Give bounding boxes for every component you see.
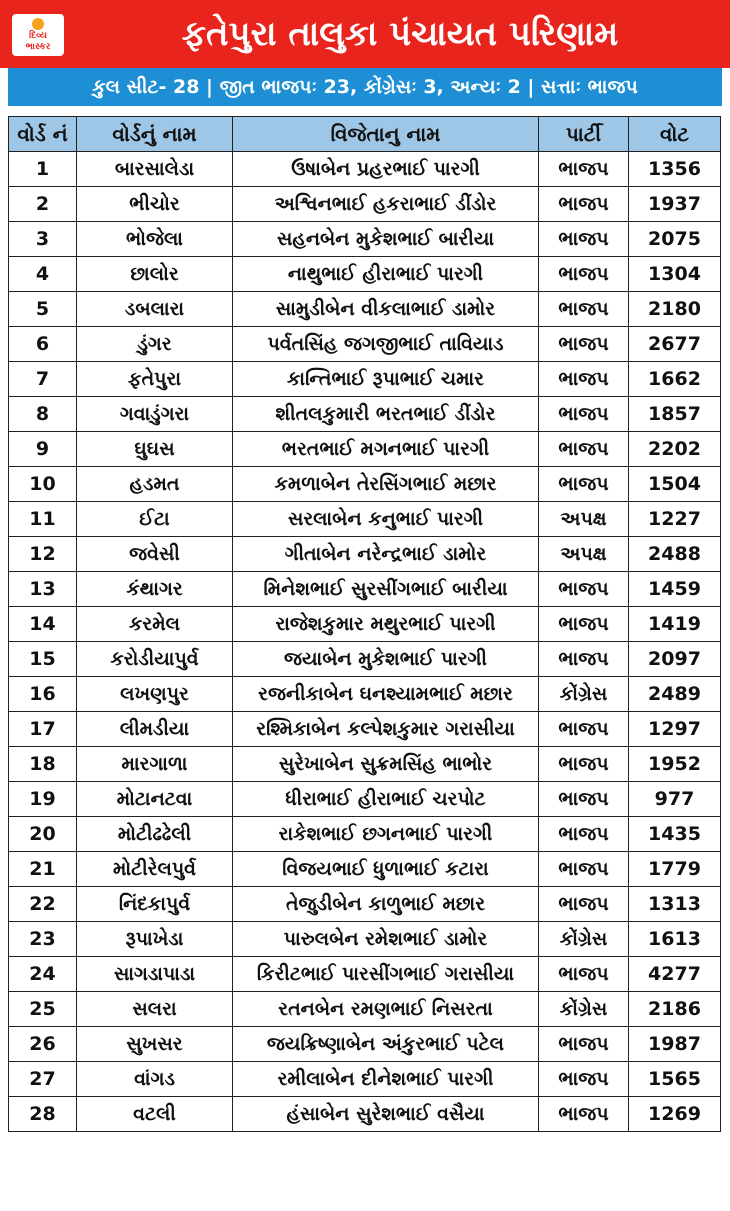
ward-number-cell: 11 bbox=[9, 502, 77, 537]
party-cell: ભાજપ bbox=[539, 817, 629, 852]
winner-name-cell: કમળાબેન તેરસિંગભાઈ મછાર bbox=[233, 467, 539, 502]
party-cell: ભાજપ bbox=[539, 467, 629, 502]
ward-number-cell: 7 bbox=[9, 362, 77, 397]
ward-name-cell: ભીચોર bbox=[77, 187, 233, 222]
ward-name-cell: મોટીઢઢેલી bbox=[77, 817, 233, 852]
winner-name-cell: રાજેશકુમાર મથુરભાઈ પારગી bbox=[233, 607, 539, 642]
party-cell: ભાજપ bbox=[539, 187, 629, 222]
col-votes: વોટ bbox=[629, 117, 721, 152]
party-cell: કોંગ્રેસ bbox=[539, 992, 629, 1027]
votes-cell: 1662 bbox=[629, 362, 721, 397]
table-row bbox=[9, 1027, 721, 1062]
party-cell: ભાજપ bbox=[539, 292, 629, 327]
party-cell: ભાજપ bbox=[539, 327, 629, 362]
winner-name-cell: સરલાબેન કનુભાઈ પારગી bbox=[233, 502, 539, 537]
ward-number-cell: 25 bbox=[9, 992, 77, 1027]
table-row bbox=[9, 957, 721, 992]
table-header-row bbox=[9, 117, 721, 152]
ward-number-cell: 21 bbox=[9, 852, 77, 887]
ward-number-cell: 10 bbox=[9, 467, 77, 502]
summary-bar: કુલ સીટ- 28 | જીત ભાજપઃ 23, કોંગ્રેસઃ 3, અન્યઃ 2 | સત્તાઃ ભાજપ bbox=[8, 68, 722, 106]
votes-cell: 4277 bbox=[629, 957, 721, 992]
votes-cell: 1313 bbox=[629, 887, 721, 922]
winner-name-cell: સહનબેન મુકેશભાઈ બારીયા bbox=[233, 222, 539, 257]
ward-number-cell: 20 bbox=[9, 817, 77, 852]
ward-name-cell: મોટાનટવા bbox=[77, 782, 233, 817]
ward-name-cell: ગવાડુંગરા bbox=[77, 397, 233, 432]
party-cell: કોંગ્રેસ bbox=[539, 922, 629, 957]
ward-number-cell: 12 bbox=[9, 537, 77, 572]
winner-name-cell: રમીલાબેન દીનેશભાઈ પારગી bbox=[233, 1062, 539, 1097]
table-row bbox=[9, 992, 721, 1027]
ward-number-cell: 14 bbox=[9, 607, 77, 642]
ward-number-cell: 1 bbox=[9, 152, 77, 187]
party-cell: ભાજપ bbox=[539, 432, 629, 467]
votes-cell: 1613 bbox=[629, 922, 721, 957]
votes-cell: 2097 bbox=[629, 642, 721, 677]
ward-name-cell: સલરા bbox=[77, 992, 233, 1027]
col-ward-name: વોર્ડનું નામ bbox=[77, 117, 233, 152]
votes-cell: 977 bbox=[629, 782, 721, 817]
winner-name-cell: કાન્તિભાઈ રૂપાભાઈ ચમાર bbox=[233, 362, 539, 397]
winner-name-cell: ઉષાબેન પ્રહરભાઈ પારગી bbox=[233, 152, 539, 187]
logo-text-line1: દિવ્ય bbox=[29, 31, 47, 41]
ward-number-cell: 16 bbox=[9, 677, 77, 712]
ward-number-cell: 5 bbox=[9, 292, 77, 327]
ward-number-cell: 15 bbox=[9, 642, 77, 677]
winner-name-cell: તેજુડીબેન કાળુભાઈ મછાર bbox=[233, 887, 539, 922]
votes-cell: 1269 bbox=[629, 1097, 721, 1132]
table-row bbox=[9, 817, 721, 852]
table-row bbox=[9, 152, 721, 187]
ward-name-cell: રૂપાખેડા bbox=[77, 922, 233, 957]
ward-number-cell: 27 bbox=[9, 1062, 77, 1097]
ward-name-cell: વટલી bbox=[77, 1097, 233, 1132]
ward-number-cell: 18 bbox=[9, 747, 77, 782]
ward-name-cell: ભોજેલા bbox=[77, 222, 233, 257]
votes-cell: 1857 bbox=[629, 397, 721, 432]
party-cell: ભાજપ bbox=[539, 747, 629, 782]
party-cell: ભાજપ bbox=[539, 362, 629, 397]
ward-number-cell: 17 bbox=[9, 712, 77, 747]
ward-name-cell: લીમડીયા bbox=[77, 712, 233, 747]
winner-name-cell: સામુડીબેન વીકલાભાઈ ડામોર bbox=[233, 292, 539, 327]
party-cell: ભાજપ bbox=[539, 642, 629, 677]
votes-cell: 2489 bbox=[629, 677, 721, 712]
table-row bbox=[9, 502, 721, 537]
winner-name-cell: પર્વતસિંહ જગજીભાઈ તાવિયાડ bbox=[233, 327, 539, 362]
ward-name-cell: છાલોર bbox=[77, 257, 233, 292]
votes-cell: 1565 bbox=[629, 1062, 721, 1097]
winner-name-cell: પારુલબેન રમેશભાઈ ડામોર bbox=[233, 922, 539, 957]
votes-cell: 1297 bbox=[629, 712, 721, 747]
ward-name-cell: નિંદકાપુર્વ bbox=[77, 887, 233, 922]
ward-name-cell: ઘુઘસ bbox=[77, 432, 233, 467]
winner-name-cell: મિનેશભાઈ સુરસીંગભાઈ બારીયા bbox=[233, 572, 539, 607]
party-cell: ભાજપ bbox=[539, 1027, 629, 1062]
votes-cell: 1504 bbox=[629, 467, 721, 502]
ward-name-cell: મારગાળા bbox=[77, 747, 233, 782]
party-cell: ભાજપ bbox=[539, 572, 629, 607]
col-ward-number: વોર્ડ નં bbox=[9, 117, 77, 152]
table-row bbox=[9, 537, 721, 572]
winner-name-cell: શીતલકુમારી ભરતભાઈ ડીંડોર bbox=[233, 397, 539, 432]
party-cell: ભાજપ bbox=[539, 1062, 629, 1097]
ward-name-cell: સાગડાપાડા bbox=[77, 957, 233, 992]
table-row bbox=[9, 362, 721, 397]
divya-bhaskar-logo bbox=[12, 14, 64, 56]
ward-number-cell: 2 bbox=[9, 187, 77, 222]
col-party: પાર્ટી bbox=[539, 117, 629, 152]
party-cell: ભાજપ bbox=[539, 712, 629, 747]
table-row bbox=[9, 642, 721, 677]
party-cell: ભાજપ bbox=[539, 1097, 629, 1132]
winner-name-cell: જયક્રિષ્ણાબેન અંકુરભાઈ પટેલ bbox=[233, 1027, 539, 1062]
table-row bbox=[9, 292, 721, 327]
votes-cell: 1952 bbox=[629, 747, 721, 782]
winner-name-cell: ધીરાભાઈ હીરાભાઈ ચરપોટ bbox=[233, 782, 539, 817]
party-cell: ભાજપ bbox=[539, 852, 629, 887]
table-row bbox=[9, 432, 721, 467]
party-cell: ભાજપ bbox=[539, 887, 629, 922]
ward-name-cell: બારસાલેડા bbox=[77, 152, 233, 187]
ward-number-cell: 3 bbox=[9, 222, 77, 257]
votes-cell: 1987 bbox=[629, 1027, 721, 1062]
winner-name-cell: ભરતભાઈ મગનભાઈ પારગી bbox=[233, 432, 539, 467]
ward-number-cell: 13 bbox=[9, 572, 77, 607]
table-row bbox=[9, 747, 721, 782]
winner-name-cell: અશ્વિનભાઈ હકરાભાઈ ડીંડોર bbox=[233, 187, 539, 222]
winner-name-cell: રાકેશભાઈ છગનભાઈ પારગી bbox=[233, 817, 539, 852]
ward-number-cell: 6 bbox=[9, 327, 77, 362]
table-row bbox=[9, 607, 721, 642]
winner-name-cell: રજનીકાબેન ઘનશ્યામભાઈ મછાર bbox=[233, 677, 539, 712]
ward-name-cell: જવેસી bbox=[77, 537, 233, 572]
ward-name-cell: હડમત bbox=[77, 467, 233, 502]
ward-number-cell: 24 bbox=[9, 957, 77, 992]
table-row bbox=[9, 187, 721, 222]
votes-cell: 1419 bbox=[629, 607, 721, 642]
table-row bbox=[9, 922, 721, 957]
votes-cell: 1227 bbox=[629, 502, 721, 537]
table-row bbox=[9, 572, 721, 607]
ward-number-cell: 22 bbox=[9, 887, 77, 922]
party-cell: ભાજપ bbox=[539, 222, 629, 257]
ward-number-cell: 26 bbox=[9, 1027, 77, 1062]
winner-name-cell: હંસાબેન સુરેશભાઈ વસૈયા bbox=[233, 1097, 539, 1132]
votes-cell: 1779 bbox=[629, 852, 721, 887]
results-table bbox=[8, 116, 721, 1132]
ward-name-cell: મોટીરેલપુર્વ bbox=[77, 852, 233, 887]
table-row bbox=[9, 1097, 721, 1132]
ward-name-cell: કંથાગર bbox=[77, 572, 233, 607]
ward-name-cell: લખણપુર bbox=[77, 677, 233, 712]
col-winner-name: વિજેતાનુ નામ bbox=[233, 117, 539, 152]
sun-icon bbox=[32, 18, 44, 30]
winner-name-cell: કિરીટભાઈ પારસીંગભાઈ ગરાસીયા bbox=[233, 957, 539, 992]
votes-cell: 1937 bbox=[629, 187, 721, 222]
ward-name-cell: ડબલારા bbox=[77, 292, 233, 327]
table-row bbox=[9, 467, 721, 502]
table-row bbox=[9, 1062, 721, 1097]
winner-name-cell: રશ્મિકાબેન કલ્પેશકુમાર ગરાસીયા bbox=[233, 712, 539, 747]
party-cell: ભાજપ bbox=[539, 152, 629, 187]
party-cell: કોંગ્રેસ bbox=[539, 677, 629, 712]
ward-number-cell: 28 bbox=[9, 1097, 77, 1132]
ward-name-cell: ફતેપુરા bbox=[77, 362, 233, 397]
table-row bbox=[9, 782, 721, 817]
winner-name-cell: ગીતાબેન નરેન્દ્રભાઈ ડામોર bbox=[233, 537, 539, 572]
table-row bbox=[9, 327, 721, 362]
votes-cell: 2075 bbox=[629, 222, 721, 257]
table-row bbox=[9, 222, 721, 257]
ward-name-cell: કરોડીયાપુર્વ bbox=[77, 642, 233, 677]
ward-name-cell: ડુંગર bbox=[77, 327, 233, 362]
ward-number-cell: 19 bbox=[9, 782, 77, 817]
ward-name-cell: વાંગડ bbox=[77, 1062, 233, 1097]
party-cell: ભાજપ bbox=[539, 607, 629, 642]
table-row bbox=[9, 677, 721, 712]
table-row bbox=[9, 712, 721, 747]
ward-name-cell: કરમેલ bbox=[77, 607, 233, 642]
party-cell: ભાજપ bbox=[539, 397, 629, 432]
logo-text-line2: ભાસ્કર bbox=[25, 42, 51, 52]
ward-number-cell: 8 bbox=[9, 397, 77, 432]
votes-cell: 1304 bbox=[629, 257, 721, 292]
table-row bbox=[9, 257, 721, 292]
votes-cell: 2488 bbox=[629, 537, 721, 572]
page-title: ફતેપુરા તાલુકા પંચાયત પરિણામ bbox=[181, 14, 619, 54]
party-cell: અપક્ષ bbox=[539, 502, 629, 537]
votes-cell: 1459 bbox=[629, 572, 721, 607]
table-row bbox=[9, 887, 721, 922]
votes-cell: 2202 bbox=[629, 432, 721, 467]
party-cell: ભાજપ bbox=[539, 782, 629, 817]
winner-name-cell: સુરેખાબેન સુક્રમસિંહ ભાભોર bbox=[233, 747, 539, 782]
ward-name-cell: ઈટા bbox=[77, 502, 233, 537]
table-row bbox=[9, 852, 721, 887]
votes-cell: 2186 bbox=[629, 992, 721, 1027]
party-cell: અપક્ષ bbox=[539, 537, 629, 572]
votes-cell: 1435 bbox=[629, 817, 721, 852]
header-bar bbox=[0, 0, 730, 68]
party-cell: ભાજપ bbox=[539, 257, 629, 292]
winner-name-cell: વિજયભાઈ ધુળાભાઈ કટારા bbox=[233, 852, 539, 887]
ward-number-cell: 4 bbox=[9, 257, 77, 292]
ward-number-cell: 9 bbox=[9, 432, 77, 467]
winner-name-cell: રતનબેન રમણભાઈ નિસરતા bbox=[233, 992, 539, 1027]
votes-cell: 2677 bbox=[629, 327, 721, 362]
table-row bbox=[9, 397, 721, 432]
votes-cell: 1356 bbox=[629, 152, 721, 187]
winner-name-cell: જયાબેન મુકેશભાઈ પારગી bbox=[233, 642, 539, 677]
party-cell: ભાજપ bbox=[539, 957, 629, 992]
ward-name-cell: સુખસર bbox=[77, 1027, 233, 1062]
ward-number-cell: 23 bbox=[9, 922, 77, 957]
votes-cell: 2180 bbox=[629, 292, 721, 327]
winner-name-cell: નાથુભાઈ હીરાભાઈ પારગી bbox=[233, 257, 539, 292]
